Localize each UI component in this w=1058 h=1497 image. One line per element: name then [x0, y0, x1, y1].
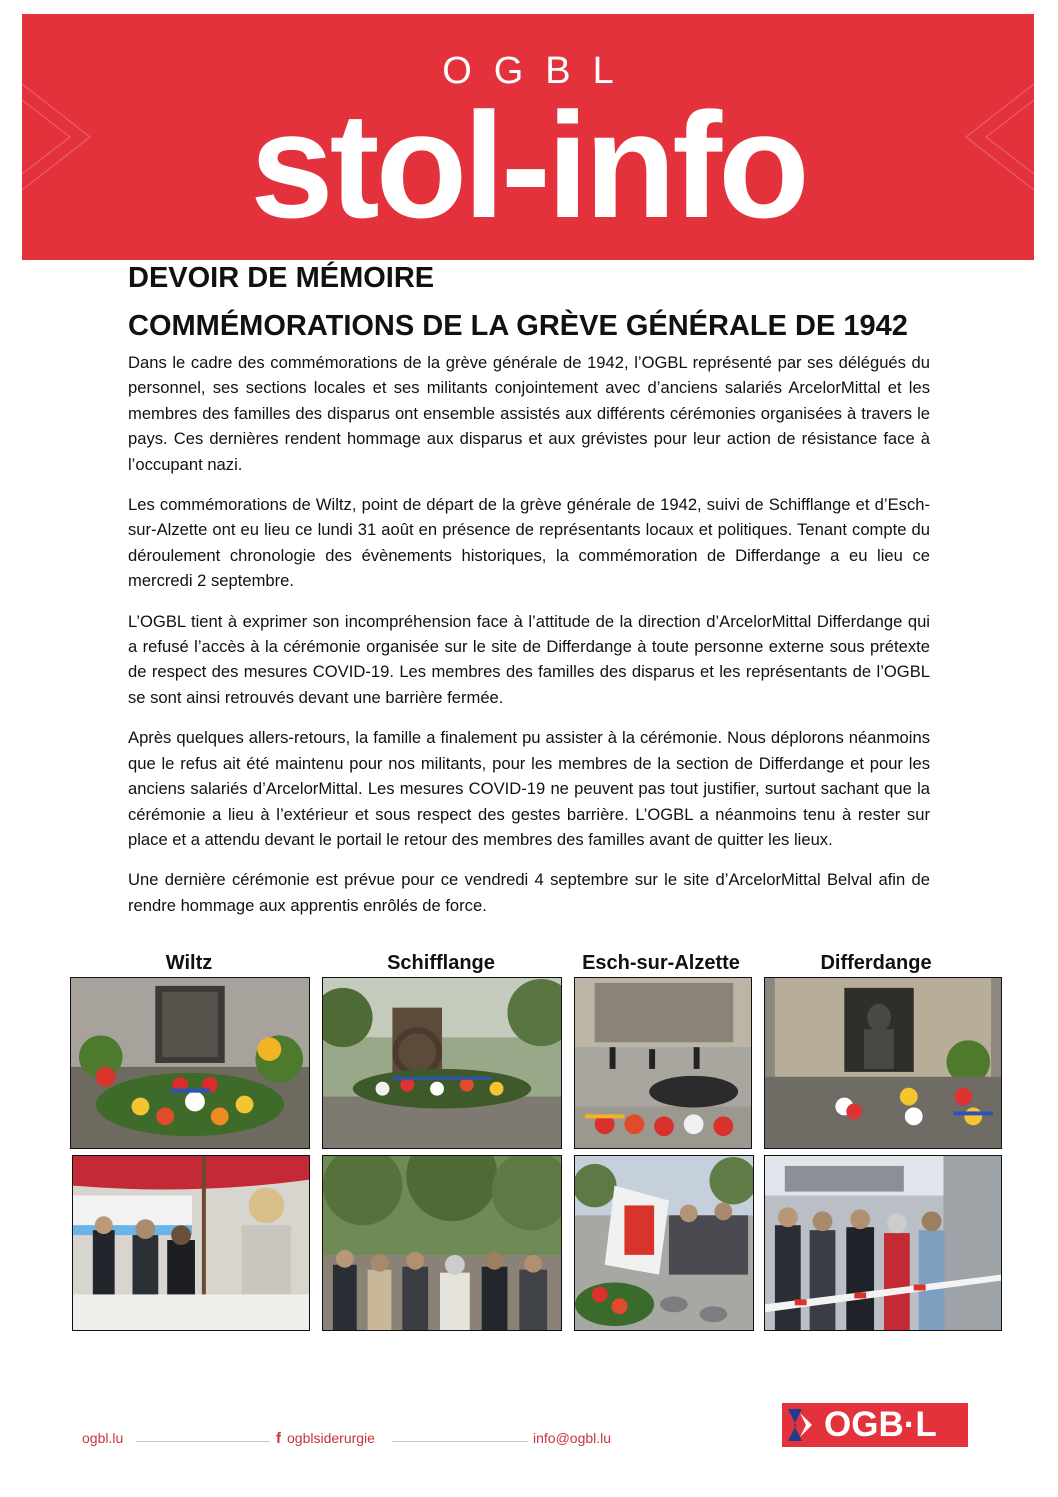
headline-line-2: COMMÉMORATIONS DE LA GRÈVE GÉNÉRALE DE 1942: [128, 310, 908, 342]
ogbl-logo: [782, 1403, 968, 1447]
article-paragraph: Après quelques allers-retours, la famille a finalement pu assister à la cérémonie. Nous déplorons néanmoins que le refus ait été maintenu pour nos militants, pour les membres de la section de Differdange et pour les anciens salariés d’ArcelorMittal. Les mesures COVID-19 ne peuvent pas tout justifier, surtout sachant que la cérémonie a lieu à l’extérieur et sous respect des gestes barrière. L’OGBL a néanmoins tenu à rester sur place et a attendu devant le portail le retour des membres des familles avant de quitter les lieux.: [128, 728, 930, 849]
photo-esch-sur-alzette-memorial: [574, 977, 752, 1149]
photo-differdange-memorial: [764, 977, 1002, 1149]
photo-esch-sur-alzette-flag: [574, 1155, 754, 1331]
article-paragraph: Les commémorations de Wiltz, point de départ de la grève générale de 1942, suivi de Schifflange et d’Esch-sur-Alzette ont eu lieu ce lundi 31 août en présence de représentants locaux et politiques. Tenant compte du déroulement chronologie des évènements historiques, la commémoration de Differdange a eu lieu ce mercredi 2 septembre.: [128, 495, 930, 591]
photo-schifflange-crowd: [322, 1155, 562, 1331]
brand-title: stol-info: [250, 81, 806, 249]
brand-small-title: OGBL: [442, 50, 636, 92]
caption-schifflange: Schifflange: [387, 952, 495, 974]
headline-line-1: DEVOIR DE MÉMOIRE: [128, 262, 435, 294]
footer-website[interactable]: ogbl.lu: [82, 1430, 124, 1446]
article-paragraph: Dans le cadre des commémorations de la grève générale de 1942, l’OGBL représenté par ses délégués du personnel, ses sections locales et ses militants conjointement avec d’anciens salariés ArcelorMittal et les membres des familles des disparus ont ensemble assistés aux différents cérémonies organisées à travers le pays. Ces dernières rendent hommage aux disparus et aux grévistes pour leur action de résistance face à l’occupant nazi.: [128, 353, 930, 474]
footer-social[interactable]: ogblsiderurgie: [287, 1430, 375, 1446]
footer-divider: [392, 1441, 528, 1442]
article-body: [128, 350, 930, 933]
photo-wiltz-crowd: [72, 1155, 310, 1331]
caption-differdange: Differdange: [820, 952, 932, 974]
article-paragraph: L’OGBL tient à exprimer son incompréhension face à l’attitude de la direction d’ArcelorMittal Differdange qui a refusé l’accès à la cérémonie organisée sur le site de Differdange à toute personne externe sous prétexte de respect des mesures COVID-19. Les membres des familles des disparus et les représentants de l’OGBL se sont ainsi retrouvés devant une barrière fermée.: [128, 611, 930, 707]
ogbl-logo-mark-icon: [782, 1403, 822, 1447]
header-banner: [22, 14, 1034, 260]
caption-esch-sur-alzette: Esch-sur-Alzette: [582, 952, 740, 974]
caption-wiltz: Wiltz: [165, 952, 213, 974]
footer-email[interactable]: info@ogbl.lu: [533, 1430, 612, 1446]
article-paragraph: Une dernière cérémonie est prévue pour ce vendredi 4 septembre sur le site d’ArcelorMittal Belval afin de rendre hommage aux apprentis enrôlés de force.: [128, 870, 930, 915]
ogbl-logo-text: OGB·L: [824, 1405, 937, 1444]
facebook-icon: f: [276, 1430, 281, 1447]
photo-wiltz-memorial: [70, 977, 310, 1149]
photo-schifflange-memorial: [322, 977, 562, 1149]
footer-divider: [136, 1441, 270, 1442]
photo-differdange-barrier: [764, 1155, 1002, 1331]
